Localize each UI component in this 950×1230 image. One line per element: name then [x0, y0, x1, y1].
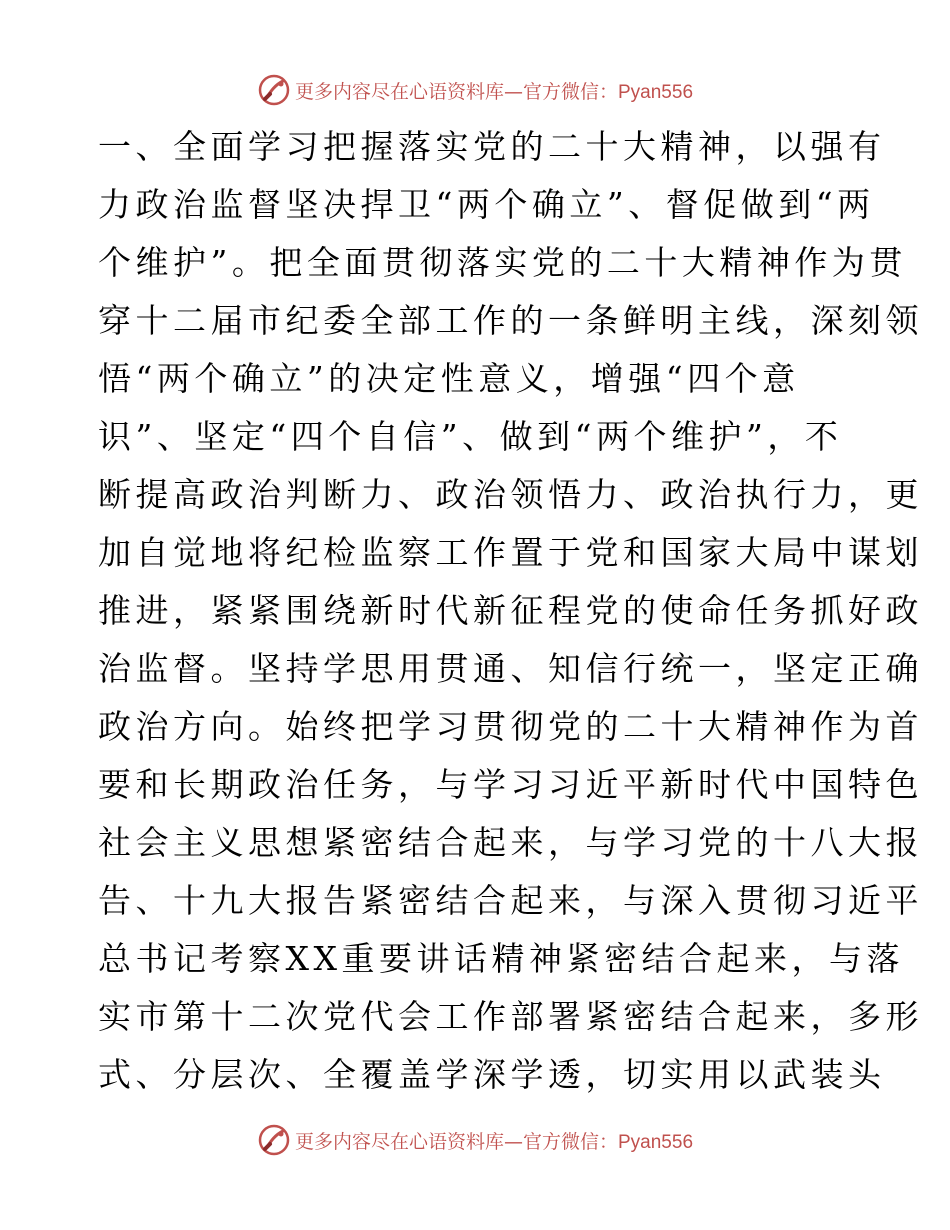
text-line: 治监督。坚持学思用贯通、知信行统一，坚定正确 [98, 649, 923, 688]
text-line: 总书记考察XX重要讲话精神紧密结合起来，与落 [98, 939, 904, 978]
header-banner [0, 70, 950, 110]
brush-logo-icon [257, 1123, 291, 1157]
text-line: 力政治监督坚决捍卫“两个确立”、督促做到“两 [98, 185, 875, 224]
text-line: 社会主义思想紧密结合起来，与学习党的十八大报 [98, 823, 923, 862]
text-line: 实市第十二次党代会工作部署紧密结合起来，多形 [98, 997, 923, 1036]
text-line: 式、分层次、全覆盖学深学透，切实用以武装头 [98, 1055, 886, 1094]
text-line: 穿十二届市纪委全部工作的一条鲜明主线，深刻领 [98, 301, 923, 340]
brush-logo-icon [257, 73, 291, 107]
text-line: 悟“两个确立”的决定性意义，增强“四个意 [98, 359, 800, 398]
banner-text [295, 1127, 693, 1154]
banner-left-text: 更多内容尽在心语资料库 [294, 80, 504, 103]
text-line: 加自觉地将纪检监察工作置于党和国家大局中谋划 [98, 533, 923, 572]
banner-dash: — [503, 1130, 523, 1153]
text-line: 推进，紧紧围绕新时代新征程党的使命任务抓好政 [98, 591, 923, 630]
text-line: 告、十九大报告紧密结合起来，与深入贯彻习近平 [98, 881, 923, 920]
footer-banner [0, 1120, 950, 1160]
text-line: 政治方向。始终把学习贯彻党的二十大精神作为首 [98, 707, 923, 746]
banner-text [295, 77, 693, 104]
banner-account: Pyan556 [618, 1131, 694, 1153]
text-line: 识”、坚定“四个自信”、做到“两个维护”，不 [98, 417, 843, 456]
banner-account: Pyan556 [618, 81, 694, 103]
banner-left-text: 更多内容尽在心语资料库 [294, 1130, 504, 1153]
text-line: 要和长期政治任务，与学习习近平新时代中国特色 [98, 765, 923, 804]
text-line: 个维护”。把全面贯彻落实党的二十大精神作为贯 [98, 243, 907, 282]
banner-right-text: 官方微信： [522, 1130, 618, 1153]
document-body [98, 118, 923, 1104]
banner-right-text: 官方微信： [522, 80, 618, 103]
text-line: 断提高政治判断力、政治领悟力、政治执行力，更 [98, 475, 923, 514]
text-line: 一、全面学习把握落实党的二十大精神，以强有 [98, 127, 886, 166]
banner-dash: — [503, 80, 523, 103]
